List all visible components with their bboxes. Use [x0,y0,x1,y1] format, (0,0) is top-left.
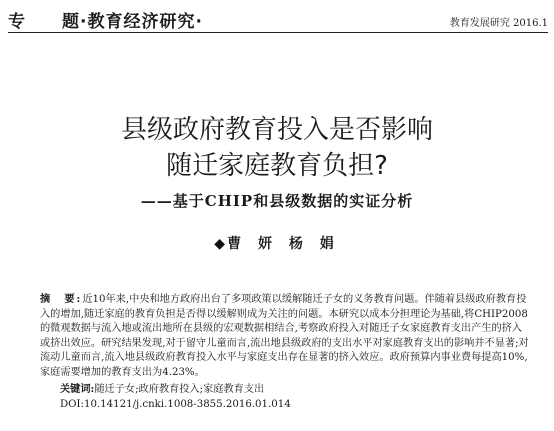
running-header [8,6,548,33]
keywords-line [60,380,264,395]
column-label: 专 题·教育经济研究· [8,12,203,32]
journal-reference: 教育发展研究 2016.1 [449,18,548,29]
author-names: 曹 妍 杨 娟 [227,236,340,252]
doi-line: DOI:10.14121/j.cnki.1008-3855.2016.01.014 [60,399,291,410]
keywords-text: 随迁子女;政府教育投入;家庭教育支出 [94,384,265,395]
author-line [0,233,554,253]
abstract [40,292,530,381]
subtitle: ——基于CHIP和县级数据的实证分析 [140,192,414,210]
keywords-label: 关键词: [60,383,95,395]
title-line-1: 县级政府教育投入是否影响 [120,115,433,145]
abstract-label: 摘 要: [40,293,83,305]
abstract-text: 近10年来,中央和地方政府出台了多项政策以缓解随迁子女的义务教育问题。伴随着县级政府教育投入的增加,随迁家庭的教育负担是否得以缓解则成为关注的问题。本研究以成本分担理论为基础,将CHIP2008的微观数据与流入地或流出地所在县级的宏观数据相结合,考察政府投入对随迁子女家庭教育支出产生的挤入或挤出效应。研究结果发现,对于留守儿童而言,流出地县级政府的支出水平对家庭教育支出的影响并不显著;对流动儿童而言,流入地县级政府教育投入水平与家庭支出存在显著的挤入效应。政府预算内事业费每提高10%,家庭需要增加的教育支出为4.23%。 [40,294,529,378]
title-line-2: 随迁家庭教育负担? [166,151,388,181]
author-marker-icon: ◆ [214,236,226,252]
title-block [0,112,554,211]
